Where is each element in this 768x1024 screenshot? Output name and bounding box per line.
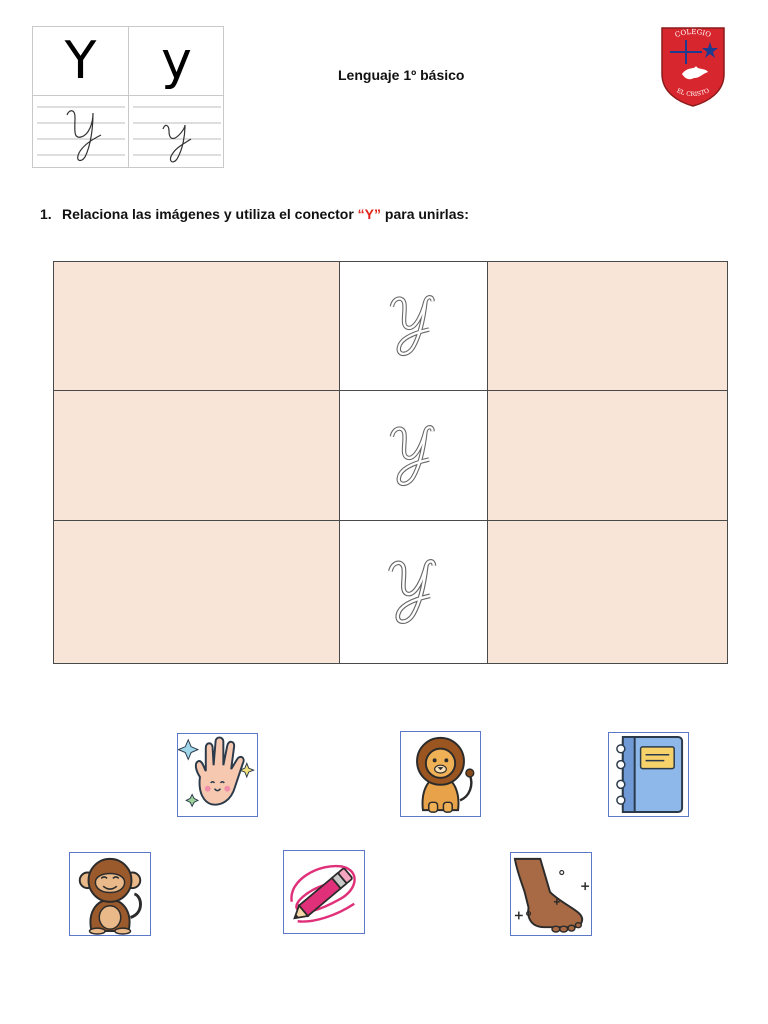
drop-cell-left[interactable] (54, 521, 340, 663)
picture-tile-lion[interactable] (400, 731, 481, 817)
letter-card-divider (33, 95, 223, 96)
drop-cell-right[interactable] (488, 262, 727, 391)
print-lowercase-letter: y (161, 31, 192, 91)
letter-card (32, 26, 224, 168)
picture-tile-monkey[interactable] (69, 852, 151, 936)
picture-tile-hand[interactable] (177, 733, 258, 817)
drop-cell-left[interactable] (54, 391, 340, 521)
notebook-icon (609, 733, 688, 816)
question-text: Relaciona las imágenes y utiliza el conector (62, 206, 358, 222)
question-text-end: para unirlas: (381, 206, 469, 222)
cursive-lowercase-letter (133, 99, 221, 165)
waving-hand-icon (178, 734, 257, 816)
svg-text:COLEGIO: COLEGIO (674, 27, 712, 40)
cursive-y-cell (340, 391, 488, 521)
cursive-y-icon (381, 546, 447, 638)
drop-cell-right[interactable] (488, 521, 727, 663)
pencil-icon (284, 851, 364, 933)
matching-table (53, 261, 728, 664)
foot-icon (511, 853, 591, 935)
cursive-uppercase-letter (37, 99, 125, 165)
connector-word: “Y” (357, 206, 382, 222)
print-uppercase-letter: Y (64, 31, 97, 91)
question-instruction (40, 206, 469, 222)
monkey-icon (70, 853, 150, 935)
drop-cell-right[interactable] (488, 391, 727, 521)
picture-tile-notebook[interactable] (608, 732, 689, 817)
lion-icon (401, 732, 480, 816)
svg-text:EL CRISTO: EL CRISTO (675, 87, 711, 99)
cursive-y-icon (383, 290, 445, 362)
drop-cell-left[interactable] (54, 262, 340, 391)
school-crest-logo (660, 26, 726, 108)
picture-tile-foot[interactable] (510, 852, 592, 936)
cursive-y-cell (340, 262, 488, 391)
picture-tile-pencil[interactable] (283, 850, 365, 934)
page-title: Lenguaje 1º básico (338, 67, 465, 83)
cursive-y-cell (340, 521, 488, 663)
question-number: 1. (40, 206, 52, 222)
cursive-y-icon (383, 420, 445, 492)
